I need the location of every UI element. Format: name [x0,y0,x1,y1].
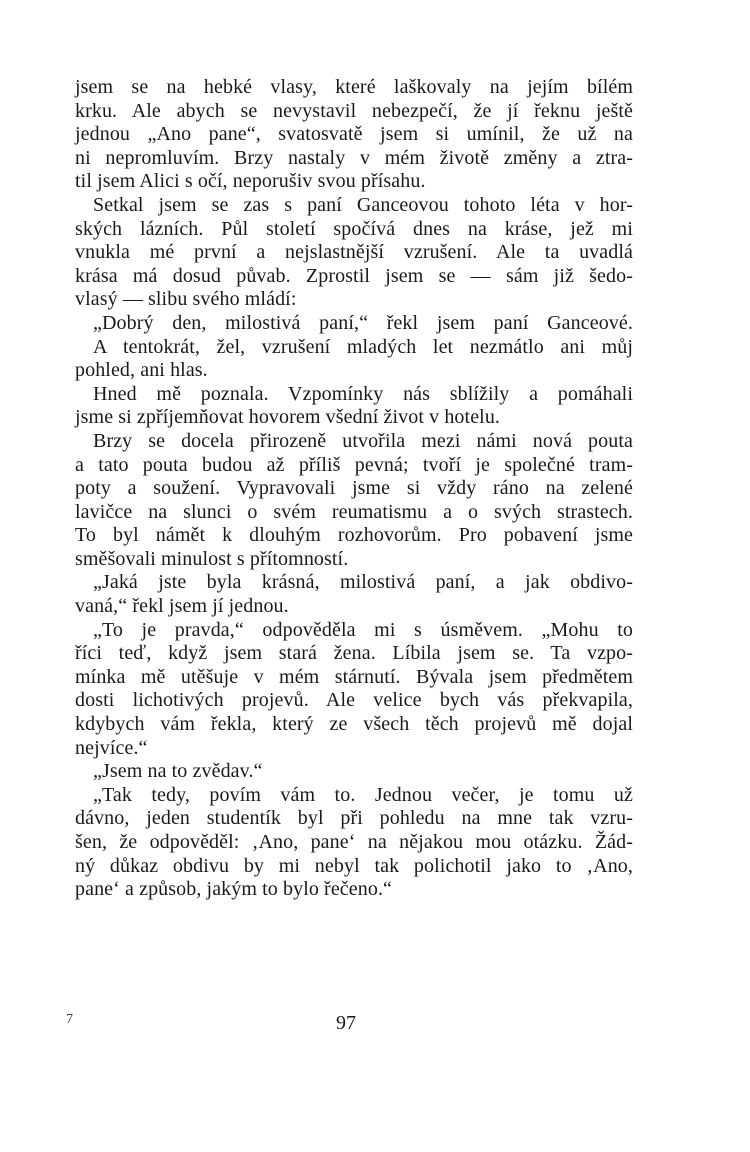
text-line: ských lázních. Půl století spočívá dnes na kráse, jež mi [75,217,633,240]
text-line: „Jaká jste byla krásná, milostivá paní, a jak obdivo- [93,571,633,594]
text-line: krása má dosud půvab. Zprostil jsem se — sám již šedo- [75,264,633,287]
text-line: mínka mě utěšuje v mém stárnutí. Bývala jsem předmětem [75,665,633,688]
text-line: dávno, jeden studentík byl při pohledu na mne tak vzru- [75,807,633,830]
text-line: „Jsem na to zvědav.“ [93,760,263,783]
margin-mark: 7 [66,1012,73,1027]
text-line: vlasý — slibu svého mládí: [75,288,297,311]
text-line: a tato pouta budou až příliš pevná; tvoří je společné tram- [75,453,633,476]
text-line: vaná,“ řekl jsem jí jednou. [75,595,289,618]
text-line: lavičce na slunci o svém reumatismu a o svých strastech. [75,500,633,523]
text-line: „To je pravda,“ odpověděla mi s úsměvem. „Mohu to [93,618,633,641]
text-line: til jsem Alici s očí, neporušiv svou přísahu. [75,170,426,193]
text-line: To byl námět k dlouhým rozhovorům. Pro pobavení jsme [75,524,633,547]
text-line: „Tak tedy, povím vám to. Jednou večer, je tomu už [93,783,633,806]
text-line: A tentokrát, žel, vzrušení mladých let nezmátlo ani můj [93,335,633,358]
text-line: pane‘ a způsob, jakým to bylo řečeno.“ [75,878,393,901]
text-line: kdybych vám řekla, který ze všech těch projevů mě dojal [75,713,633,736]
text-line: říci teď, když jsem stará žena. Líbila jsem se. Ta vzpo- [75,642,633,665]
text-line: dosti lichotivých projevů. Ale velice bych vás překvapila, [75,689,633,712]
text-line: šen, že odpověděl: ‚Ano, pane‘ na nějakou mou otázku. Žád- [75,831,633,853]
text-line: pohled, ani hlas. [75,359,208,382]
text-line: nejvíce.“ [75,736,148,759]
text-line: ný důkaz obdivu by mi nebyl tak polichotil jako to ‚Ano, [75,854,633,877]
text-line: Brzy se docela přirozeně utvořila mezi námi nová pouta [93,429,633,452]
text-line: krku. Ale abych se nevystavil nebezpečí, že jí řeknu ještě [75,99,633,122]
text-line: směšovali minulost s přítomností. [75,547,349,570]
body-text [75,76,633,902]
page-number: 97 [336,1012,356,1034]
text-line: Hned mě poznala. Vzpomínky nás sblížily a pomáhali [93,382,633,405]
text-line: jednou „Ano pane“, svatosvatě jsem si umínil, že už na [75,123,633,146]
text-line: jsem se na hebké vlasy, které laškovaly na jejím bílém [75,76,633,98]
text-line: poty a soužení. Vypravovali jsme si vždy ráno na zelené [75,477,633,500]
text-line: vnukla mé první a nejslastnější vzrušení. Ale ta uvadlá [75,241,633,264]
text-line: jsme si zpříjemňovat hovorem všední život v hotelu. [75,406,501,429]
text-line: „Dobrý den, milostivá paní,“ řekl jsem paní Ganceové. [93,311,633,334]
text-line: Setkal jsem se zas s paní Ganceovou tohoto léta v hor- [93,193,633,216]
text-line: ni nepromluvím. Brzy nastaly v mém životě změny a ztra- [75,146,633,169]
